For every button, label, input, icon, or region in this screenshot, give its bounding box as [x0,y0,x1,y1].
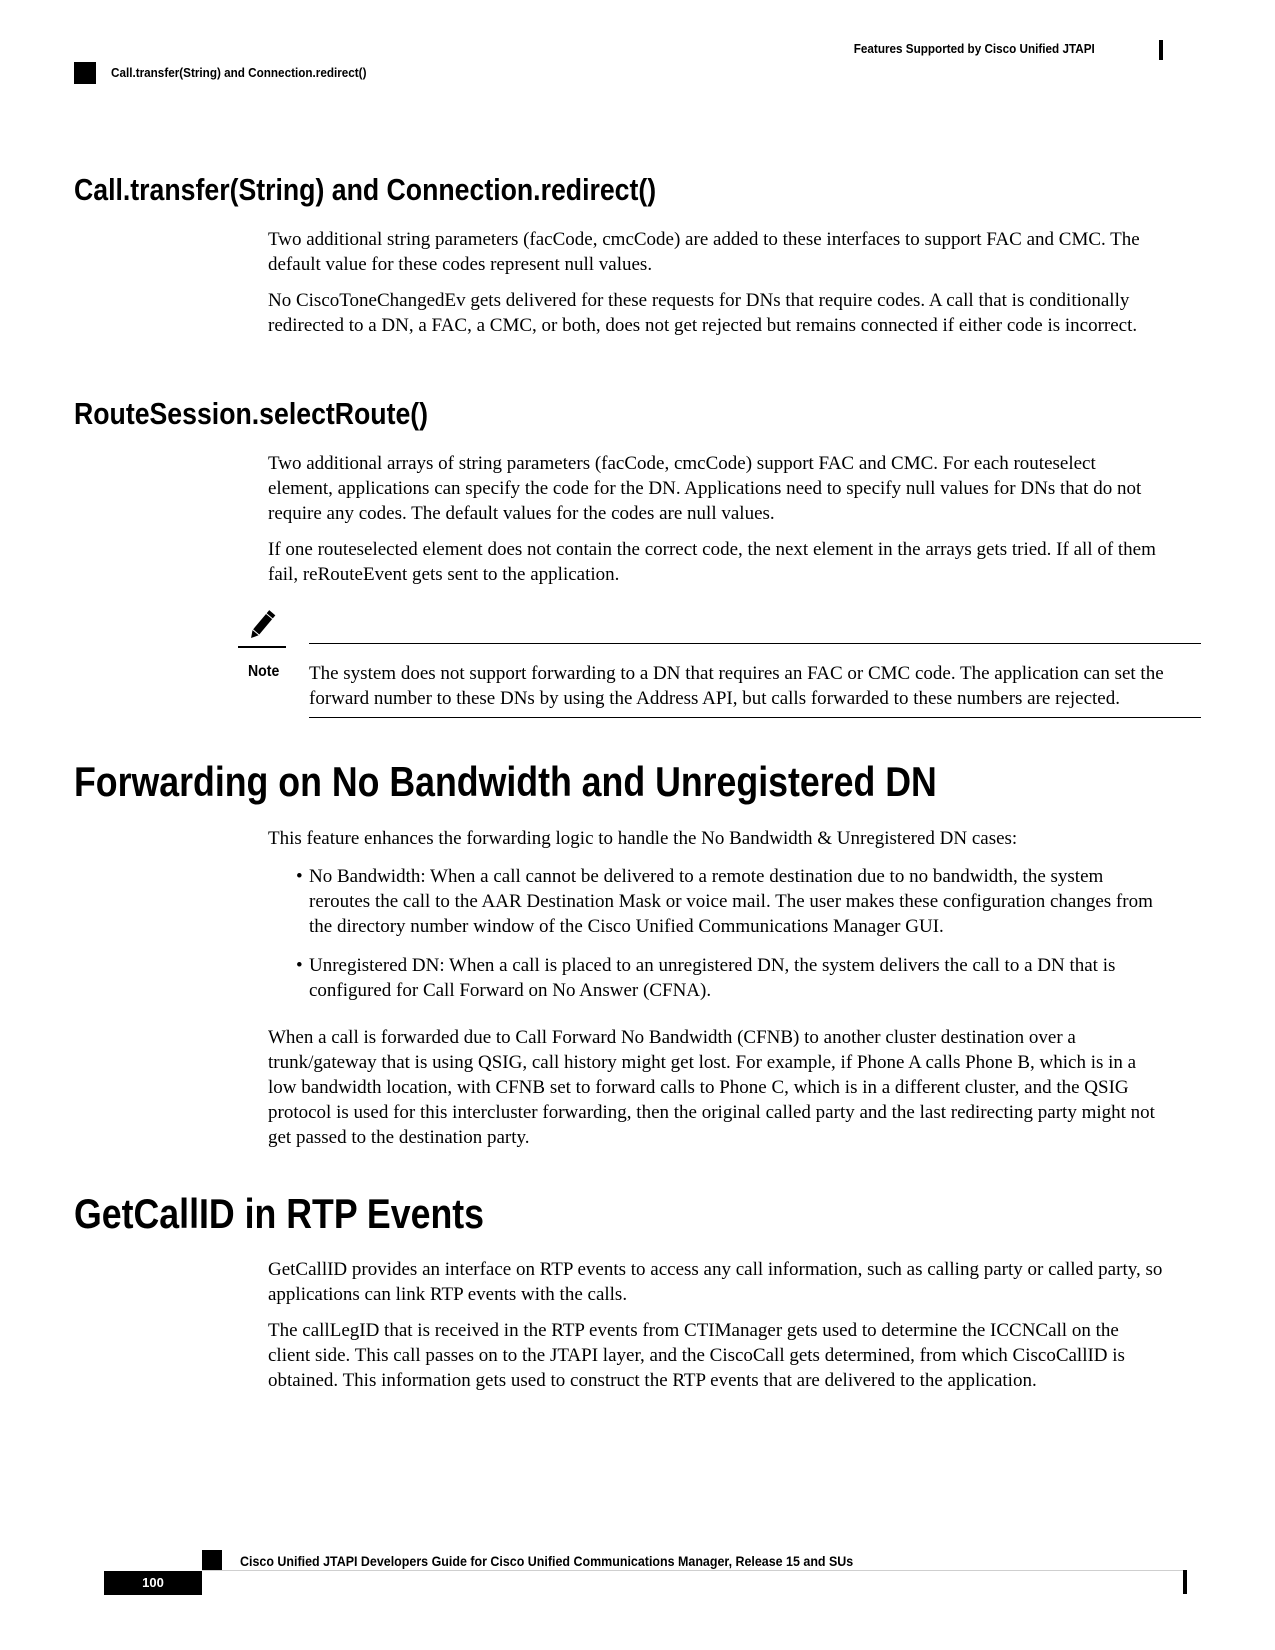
paragraph: The callLegID that is received in the RTP events from CTIManager gets used to determine the ICCNCall on the client side. This call passes on to the JTAPI layer, and the CiscoCall gets determined, from which CiscoCallID is obtained. This information gets used to construct the RTP events that are delivered to the application. [268,1320,1125,1391]
paragraph: If one routeselected element does not contain the correct code, the next element in the arrays gets tried. If all of them fail, reRouteEvent gets sent to the application. [268,539,1156,585]
header-marker [74,62,96,84]
page-number: 100 [104,1571,202,1595]
note-top-rule [309,643,1201,644]
heading-getcallid: GetCallID in RTP Events [74,1190,484,1237]
paragraph: Two additional arrays of string parameters (facCode, cmcCode) support FAC and CMC. For each routeselect element, applications can specify the code for the DN. Applications need to specify null values for DNs that do not require any codes. The default values for the codes are null values. [268,453,1142,524]
footer-marker [202,1550,222,1570]
note-text: The system does not support forwarding to a DN that requires an FAC or CMC code. The application can set the forward number to these DNs by using the Address API, but calls forwarded to these numbers are rejected. [309,663,1164,709]
note-label: Note [248,663,280,680]
footer-bar [1183,1570,1187,1594]
footer-guide-title: Cisco Unified JTAPI Developers Guide for Cisco Unified Communications Manager, Release 15 and SUs [240,1553,854,1569]
running-header-topic: Call.transfer(String) and Connection.redirect() [111,65,367,80]
pencil-icon [238,608,286,650]
paragraph: GetCallID provides an interface on RTP events to access any call information, such as calling party or called party, so applications can link RTP events with the calls. [268,1259,1163,1305]
header-bar [1159,40,1163,60]
heading-call-transfer: Call.transfer(String) and Connection.redirect() [74,172,657,207]
heading-route-session: RouteSession.selectRoute() [74,396,429,431]
paragraph: This feature enhances the forwarding logic to handle the No Bandwidth & Unregistered DN cases: [268,828,1018,849]
list-item: • Unregistered DN: When a call is placed to an unregistered DN, the system delivers the call to a DN that is configured for Call Forward on No Answer (CFNA). [296,953,1164,1003]
list-item: • No Bandwidth: When a call cannot be delivered to a remote destination due to no bandwidth, the system reroutes the call to the AAR Destination Mask or voice mail. The user makes these configuration changes from the directory number window of the Cisco Unified Communications Manager GUI. [296,864,1164,939]
note-bottom-rule [309,717,1201,718]
running-header-section: Features Supported by Cisco Unified JTAPI [854,41,1095,56]
paragraph: When a call is forwarded due to Call Forward No Bandwidth (CFNB) to another cluster destination over a trunk/gateway that is using QSIG, call history might get lost. For example, if Phone A calls Phone B, which is in a low bandwidth location, with CFNB set to forward calls to Phone C, which is in a different cluster, and the QSIG protocol is used for this intercluster forwarding, then the original called party and the last redirecting party might not get passed to the destination party. [268,1027,1155,1148]
bullet-list [296,864,1164,1003]
paragraph: No CiscoToneChangedEv gets delivered for these requests for DNs that require codes. A call that is conditionally redirected to a DN, a FAC, a CMC, or both, does not get rejected but remains connected if either code is incorrect. [268,290,1138,336]
heading-forwarding: Forwarding on No Bandwidth and Unregistered DN [74,758,937,805]
paragraph: Two additional string parameters (facCode, cmcCode) are added to these interfaces to support FAC and CMC. The default value for these codes represent null values. [268,229,1140,275]
footer-rule [202,1570,1187,1571]
